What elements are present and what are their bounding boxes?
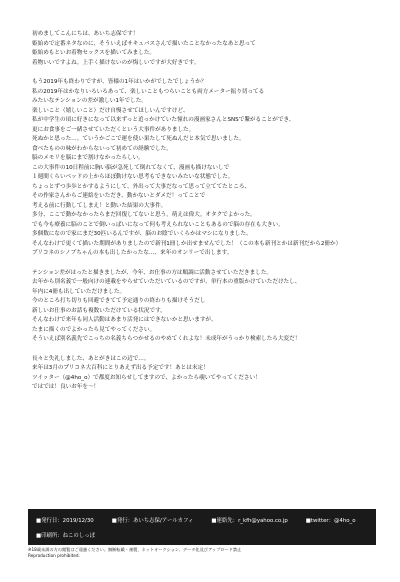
text-line: でも今も療養に脳のことで倒いっぱいになって何も考えられないこともあるので脳の存在も大きい。 (32, 221, 284, 228)
legal-notice-jp: ※18歳未満の方の閲覧はご遠慮ください。無断転載・複製、ネットオークション、データ化及びアップロード禁止 (28, 547, 242, 552)
legal-notice-en: Reproduction prohibited. (28, 553, 80, 558)
text-line: みたいなテンションの差が激しい1年でした。 (32, 98, 147, 104)
text-line: そういえば別名義先でこっちの名義ちらつかせるのやめてくれよな！未成年がうっかり検索したら大変だ！ (32, 336, 301, 342)
text-line: たまに描くのでよかったら見てやってください。 (32, 326, 156, 333)
text-line: 私が中学生の頃に好きになって以来ずっと追っかけていた憧れの漫画家さんとSNSで繋がることができ、 (32, 117, 295, 123)
text-line: 考える前に行動してしまえ！と動いた結果の大事件。 (32, 202, 167, 209)
paragraph-greeting (32, 30, 377, 68)
text-line: 多分、ここで動かなかったらまだ回復してないと思う。萌えは偉大。オタクでよかった。 (32, 212, 256, 218)
text-line: １週間くらいベッドの上からほぼ動けない思考もできないみたいな状態でした。 (32, 174, 234, 180)
text-line: 姫始めもといお着物セックスを描いてみました。 (32, 50, 156, 56)
printer: ■印刷所：ねこのしっぽ (36, 533, 95, 539)
text-line: 脳のメモリを脳にまで割けなかったらしい。 (32, 155, 144, 161)
text-line: 今のところ打ち切りも回避できてて予定通りの終わりも描けそうだし (32, 298, 206, 304)
paragraph-closing (32, 355, 377, 393)
text-line: プリコネのシノブちゃんの本も出したかったな…、来年のオンリーで出します。 (32, 250, 233, 256)
publisher: ■発行：あいち志保/アールカフィ (111, 518, 194, 524)
text-line: 新しいお仕事のお話も複数いただけている状況です。 (32, 307, 166, 314)
afterword-text (32, 30, 377, 403)
text-line: 食べたものの味がわからないって初めての経験でした。 (32, 145, 172, 152)
text-line: 多個数になので家にまだ30匹いるんですが、脳のお陰でいくらかはマシになりました。 (32, 231, 252, 237)
text-line: ツイッター（@4ho_o）で都度お知らせしてますので、よかったら覗いてやってください！ (32, 374, 261, 381)
text-line: 来年は3月のプリコネ大百科にとりあえず出る予定です！あとは未定！ (32, 365, 209, 371)
text-line: もう2019年も終わりですが、皆様の1年はいかがでしたでしょうか？ (32, 79, 207, 85)
contact-email: ■連絡先：r_kfh@yahoo.co.jp (211, 518, 288, 524)
publish-date: ■発行日：2019/12/30 (36, 518, 94, 524)
text-line: テンション差がはったと描きましたが、今年、お仕事の方は順調に活動させていただきました。 (32, 269, 273, 276)
text-line: 長々と失礼しました、あとがきはこの辺で…。 (32, 355, 150, 362)
text-line: 着物いいですよね。上手く描けないのが悔しいですが大好きです。 (32, 59, 200, 66)
paragraph-work (32, 269, 377, 345)
text-line: その作家さんからご連絡をいただき、動かないとダメだ！ってことで (32, 193, 206, 199)
text-line: 楽しいこと（嬉しいこと）だけ自慢させてほしいんですけど、 (32, 107, 189, 114)
text-line: そんなわけで来年も同人活動はあまり活発にはできないかと思いますが、 (32, 317, 217, 323)
text-line: そんなわけで更くて描いた期間がありましたので新刊1冊しか出せませんでした！（この本も新刊とかは新刊だから2冊か） (32, 240, 342, 247)
paragraph-year-review (32, 78, 377, 259)
text-line: ちょっとずつ歩歩とかするようにして、外出って大事だなって思って立ててたところ、 (32, 183, 251, 190)
colophon-row (36, 516, 368, 524)
twitter-handle: ■twitter：@4ho_o (305, 518, 356, 524)
text-line: 初めましてこんにちは、あいち志保です！ (32, 31, 139, 37)
text-line: 更にお食事をご一緒させていただくという大事件がありました。 (32, 126, 195, 133)
text-line: 去年から別名義で一般向けの連載をやらせていただいているのですが、単行本の重版かけていただけたし、 (32, 279, 301, 285)
text-line: 私の2019年はかなりいろいろあって、楽しいこともつらいことも両方メーター振り切ってる (32, 88, 265, 95)
colophon-box (28, 509, 376, 545)
text-line: 死ぬかと思った…。ていうかごこで運を使い果たして死ぬんだと本気で思いました。 (32, 136, 245, 142)
text-line: この大事件の10日程前に胸い脳が急死して倒れてなくて、漫画も描けないしで (32, 164, 230, 171)
text-line: 年内に4冊も出していただけました。 (32, 288, 126, 295)
text-line: ではでは！良いお年を～！ (32, 384, 100, 390)
text-line: 姫始めで定番ネタなのに、そういえばサキュバスさんで描いたことなかったなあと思って (32, 40, 256, 47)
legal-notice (28, 547, 376, 559)
